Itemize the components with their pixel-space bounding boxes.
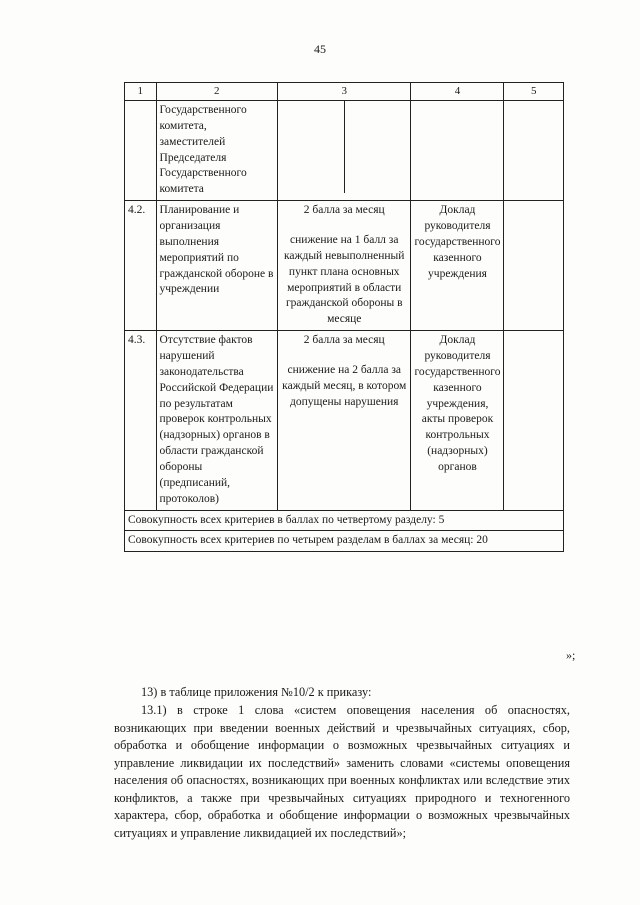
source-cell [411, 101, 504, 201]
criterion-name-cell: Государственного комитета, заместителей Председателя Государственного комитета [156, 101, 277, 201]
header-col-2: 2 [156, 83, 277, 101]
points-cell [504, 101, 564, 201]
score-subcell-right [345, 101, 411, 193]
table-row [125, 101, 564, 201]
score-cell [278, 201, 411, 331]
score-text: 2 балла за месяц [303, 204, 385, 217]
criteria-table [124, 82, 564, 552]
row-number-cell: 4.3. [125, 331, 157, 510]
source-cell: Доклад руководителя государственного казенного учреждения, акты проверок контрольных (надзорных) органов [411, 331, 504, 510]
score-subcell-left [278, 101, 345, 193]
overall-total-row [125, 531, 564, 552]
header-col-3: 3 [278, 83, 411, 101]
table-row [125, 201, 564, 331]
points-cell [504, 201, 564, 331]
section-total-cell: Совокупность всех критериев в баллах по четвертому разделу: 5 [125, 510, 564, 531]
header-col-1: 1 [125, 83, 157, 101]
points-cell [504, 331, 564, 510]
header-col-4: 4 [411, 83, 504, 101]
table-header-row [125, 83, 564, 101]
criterion-name-cell: Отсутствие фактов нарушений законодательства Российской Федерации по результатам проверок контрольных (надзорных) органов в области гражданской обороны (предписаний, протоколов) [156, 331, 277, 510]
source-cell: Доклад руководителя государственного казенного учреждения [411, 201, 504, 331]
row-number-cell [125, 101, 157, 201]
overall-total-cell: Совокупность всех критериев по четырем разделам в баллах за месяц: 20 [125, 531, 564, 552]
reduction-text: снижение на 1 балл за каждый невыполненный пункт плана основных мероприятий в области гражданской обороны в месяце [284, 234, 405, 326]
table-row [125, 331, 564, 510]
header-col-5: 5 [504, 83, 564, 101]
criterion-name-cell: Планирование и организация выполнения мероприятий по гражданской обороне в учреждении [156, 201, 277, 331]
paragraph-13: 13) в таблице приложения №10/2 к приказу: [141, 685, 372, 699]
score-cell [278, 331, 411, 510]
score-cell [278, 101, 411, 201]
section-total-row [125, 510, 564, 531]
row-number-cell: 4.2. [125, 201, 157, 331]
reduction-text: снижение на 2 балла за каждый месяц, в котором допущены нарушения [282, 364, 407, 408]
score-text: 2 балла за месяц [303, 334, 385, 347]
closing-quote: »; [566, 648, 576, 662]
page-number: 45 [314, 42, 326, 56]
paragraph-13-1: 13.1) в строке 1 слова «систем оповещения населения об опасностях, возникающих при введении военных действий и чрезвычайных ситуациях, сбор, обработка и обобщение информации о возможных чрезвычайных ситуациях и управление ликвидации их последствий» заменить словами «системы оповещения населения об опасностях, возникающих при военных конфликтах или вследствие этих конфликтов, а также при чрезвычайных ситуациях природного и техногенного характера, сбор, обработка и обобщение информации о возможных чрезвычайных ситуациях и управление ликвидацией их последствий»; [114, 703, 570, 840]
